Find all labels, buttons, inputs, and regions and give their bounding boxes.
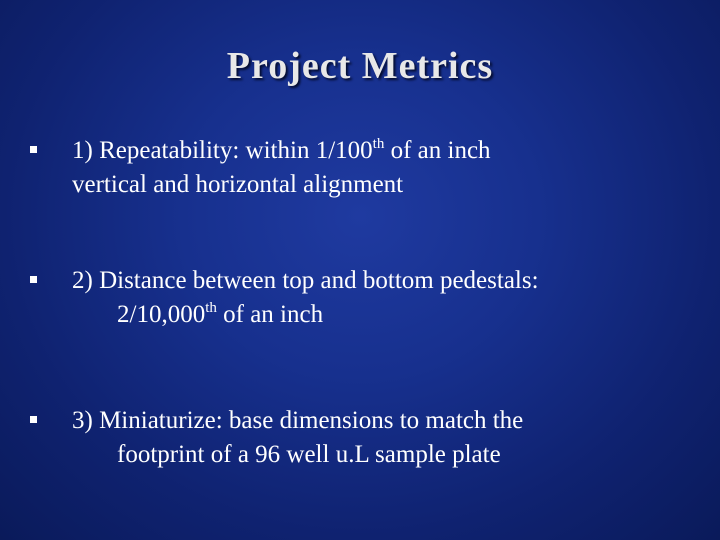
square-bullet-icon <box>30 146 37 153</box>
superscript: th <box>372 136 385 152</box>
bullet-text: 2/10,000 <box>117 301 206 328</box>
bullet-text: 3) Miniaturize: base dimensions to match the <box>72 407 524 434</box>
bullet-text: of an inch <box>384 137 491 164</box>
bullet-item-repeatability <box>30 134 700 202</box>
bullet-text: of an inch <box>216 301 324 328</box>
bullet-line-1 <box>30 404 700 438</box>
bullet-line-2 <box>30 168 700 202</box>
bullet-line-1 <box>30 264 700 298</box>
bullet-line-2 <box>30 298 700 332</box>
bullet-text: vertical and horizontal alignment <box>72 171 404 198</box>
bullet-line-1 <box>30 134 700 168</box>
slide-title: Project Metrics <box>226 45 494 87</box>
bullet-text: 2) Distance between top and bottom pedestals: <box>72 267 539 294</box>
bullet-item-distance <box>30 264 700 332</box>
square-bullet-icon <box>30 416 37 423</box>
square-bullet-icon <box>30 276 37 283</box>
bullet-text: footprint of a 96 well u.L sample plate <box>117 441 501 468</box>
bullet-line-2 <box>30 438 700 472</box>
superscript: th <box>205 300 217 316</box>
bullet-text: 1) Repeatability: within 1/100 <box>72 137 373 164</box>
bullet-item-miniaturize <box>30 404 700 472</box>
